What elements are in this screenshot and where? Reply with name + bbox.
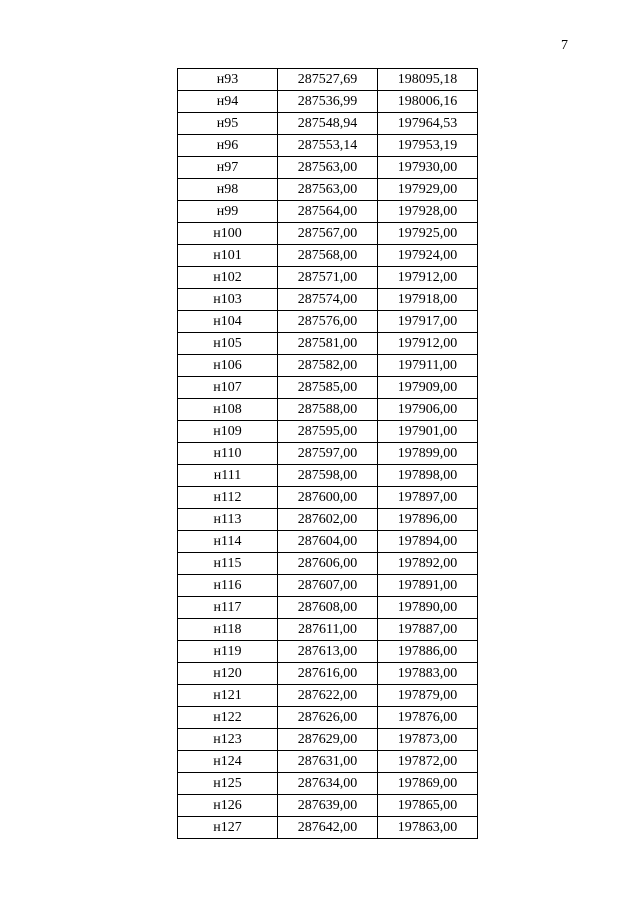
- table-row: [178, 289, 478, 311]
- x-coordinate-cell: 287564,00: [278, 201, 378, 223]
- point-id-cell: н110: [178, 443, 278, 465]
- y-coordinate-cell: 197896,00: [378, 509, 478, 531]
- table-row: [178, 707, 478, 729]
- x-coordinate-cell: 287585,00: [278, 377, 378, 399]
- table-row: [178, 773, 478, 795]
- x-coordinate-cell: 287597,00: [278, 443, 378, 465]
- y-coordinate-cell: 197863,00: [378, 817, 478, 839]
- coordinates-table: [177, 68, 478, 839]
- table-row: [178, 817, 478, 839]
- x-coordinate-cell: 287616,00: [278, 663, 378, 685]
- point-id-cell: н117: [178, 597, 278, 619]
- point-id-cell: н123: [178, 729, 278, 751]
- y-coordinate-cell: 197930,00: [378, 157, 478, 179]
- point-id-cell: н101: [178, 245, 278, 267]
- point-id-cell: н100: [178, 223, 278, 245]
- x-coordinate-cell: 287571,00: [278, 267, 378, 289]
- table-row: [178, 487, 478, 509]
- table-row: [178, 663, 478, 685]
- x-coordinate-cell: 287567,00: [278, 223, 378, 245]
- table-row: [178, 135, 478, 157]
- y-coordinate-cell: 197876,00: [378, 707, 478, 729]
- table-row: [178, 443, 478, 465]
- point-id-cell: н96: [178, 135, 278, 157]
- table-row: [178, 553, 478, 575]
- y-coordinate-cell: 197924,00: [378, 245, 478, 267]
- y-coordinate-cell: 197964,53: [378, 113, 478, 135]
- x-coordinate-cell: 287629,00: [278, 729, 378, 751]
- table-row: [178, 267, 478, 289]
- table-row: [178, 69, 478, 91]
- point-id-cell: н114: [178, 531, 278, 553]
- coordinates-table-body: [178, 69, 478, 839]
- x-coordinate-cell: 287548,94: [278, 113, 378, 135]
- table-row: [178, 245, 478, 267]
- table-row: [178, 685, 478, 707]
- y-coordinate-cell: 197901,00: [378, 421, 478, 443]
- table-row: [178, 179, 478, 201]
- x-coordinate-cell: 287639,00: [278, 795, 378, 817]
- y-coordinate-cell: 197894,00: [378, 531, 478, 553]
- point-id-cell: н119: [178, 641, 278, 663]
- y-coordinate-cell: 197879,00: [378, 685, 478, 707]
- y-coordinate-cell: 198006,16: [378, 91, 478, 113]
- point-id-cell: н125: [178, 773, 278, 795]
- point-id-cell: н126: [178, 795, 278, 817]
- x-coordinate-cell: 287582,00: [278, 355, 378, 377]
- y-coordinate-cell: 197890,00: [378, 597, 478, 619]
- point-id-cell: н112: [178, 487, 278, 509]
- x-coordinate-cell: 287626,00: [278, 707, 378, 729]
- x-coordinate-cell: 287595,00: [278, 421, 378, 443]
- point-id-cell: н115: [178, 553, 278, 575]
- point-id-cell: н124: [178, 751, 278, 773]
- x-coordinate-cell: 287588,00: [278, 399, 378, 421]
- y-coordinate-cell: 197883,00: [378, 663, 478, 685]
- x-coordinate-cell: 287527,69: [278, 69, 378, 91]
- table-row: [178, 157, 478, 179]
- y-coordinate-cell: 197909,00: [378, 377, 478, 399]
- point-id-cell: н127: [178, 817, 278, 839]
- table-row: [178, 619, 478, 641]
- x-coordinate-cell: 287600,00: [278, 487, 378, 509]
- point-id-cell: н104: [178, 311, 278, 333]
- y-coordinate-cell: 197891,00: [378, 575, 478, 597]
- table-row: [178, 465, 478, 487]
- table-row: [178, 201, 478, 223]
- point-id-cell: н105: [178, 333, 278, 355]
- y-coordinate-cell: 197911,00: [378, 355, 478, 377]
- x-coordinate-cell: 287576,00: [278, 311, 378, 333]
- table-row: [178, 509, 478, 531]
- table-row: [178, 641, 478, 663]
- y-coordinate-cell: 197887,00: [378, 619, 478, 641]
- x-coordinate-cell: 287568,00: [278, 245, 378, 267]
- y-coordinate-cell: 197906,00: [378, 399, 478, 421]
- x-coordinate-cell: 287611,00: [278, 619, 378, 641]
- table-row: [178, 751, 478, 773]
- x-coordinate-cell: 287574,00: [278, 289, 378, 311]
- point-id-cell: н116: [178, 575, 278, 597]
- x-coordinate-cell: 287634,00: [278, 773, 378, 795]
- y-coordinate-cell: 197872,00: [378, 751, 478, 773]
- point-id-cell: н98: [178, 179, 278, 201]
- point-id-cell: н106: [178, 355, 278, 377]
- point-id-cell: н93: [178, 69, 278, 91]
- page-number: 7: [561, 38, 568, 53]
- y-coordinate-cell: 197873,00: [378, 729, 478, 751]
- y-coordinate-cell: 197886,00: [378, 641, 478, 663]
- x-coordinate-cell: 287607,00: [278, 575, 378, 597]
- point-id-cell: н103: [178, 289, 278, 311]
- x-coordinate-cell: 287581,00: [278, 333, 378, 355]
- y-coordinate-cell: 197912,00: [378, 267, 478, 289]
- y-coordinate-cell: 197918,00: [378, 289, 478, 311]
- table-row: [178, 795, 478, 817]
- y-coordinate-cell: 198095,18: [378, 69, 478, 91]
- y-coordinate-cell: 197869,00: [378, 773, 478, 795]
- table-row: [178, 531, 478, 553]
- x-coordinate-cell: 287631,00: [278, 751, 378, 773]
- point-id-cell: н109: [178, 421, 278, 443]
- point-id-cell: н113: [178, 509, 278, 531]
- point-id-cell: н122: [178, 707, 278, 729]
- table-row: [178, 223, 478, 245]
- table-row: [178, 399, 478, 421]
- point-id-cell: н111: [178, 465, 278, 487]
- point-id-cell: н120: [178, 663, 278, 685]
- table-row: [178, 421, 478, 443]
- x-coordinate-cell: 287622,00: [278, 685, 378, 707]
- table-row: [178, 113, 478, 135]
- point-id-cell: н97: [178, 157, 278, 179]
- table-row: [178, 597, 478, 619]
- x-coordinate-cell: 287553,14: [278, 135, 378, 157]
- x-coordinate-cell: 287606,00: [278, 553, 378, 575]
- x-coordinate-cell: 287608,00: [278, 597, 378, 619]
- x-coordinate-cell: 287563,00: [278, 157, 378, 179]
- point-id-cell: н107: [178, 377, 278, 399]
- y-coordinate-cell: 197892,00: [378, 553, 478, 575]
- table-row: [178, 91, 478, 113]
- x-coordinate-cell: 287604,00: [278, 531, 378, 553]
- x-coordinate-cell: 287563,00: [278, 179, 378, 201]
- x-coordinate-cell: 287613,00: [278, 641, 378, 663]
- point-id-cell: н108: [178, 399, 278, 421]
- y-coordinate-cell: 197925,00: [378, 223, 478, 245]
- point-id-cell: н99: [178, 201, 278, 223]
- point-id-cell: н121: [178, 685, 278, 707]
- x-coordinate-cell: 287642,00: [278, 817, 378, 839]
- table-row: [178, 355, 478, 377]
- y-coordinate-cell: 197897,00: [378, 487, 478, 509]
- table-row: [178, 729, 478, 751]
- x-coordinate-cell: 287602,00: [278, 509, 378, 531]
- y-coordinate-cell: 197898,00: [378, 465, 478, 487]
- table-row: [178, 377, 478, 399]
- table-row: [178, 311, 478, 333]
- y-coordinate-cell: 197953,19: [378, 135, 478, 157]
- point-id-cell: н95: [178, 113, 278, 135]
- y-coordinate-cell: 197917,00: [378, 311, 478, 333]
- y-coordinate-cell: 197928,00: [378, 201, 478, 223]
- table-row: [178, 333, 478, 355]
- point-id-cell: н102: [178, 267, 278, 289]
- y-coordinate-cell: 197912,00: [378, 333, 478, 355]
- y-coordinate-cell: 197865,00: [378, 795, 478, 817]
- point-id-cell: н94: [178, 91, 278, 113]
- x-coordinate-cell: 287598,00: [278, 465, 378, 487]
- y-coordinate-cell: 197899,00: [378, 443, 478, 465]
- point-id-cell: н118: [178, 619, 278, 641]
- x-coordinate-cell: 287536,99: [278, 91, 378, 113]
- y-coordinate-cell: 197929,00: [378, 179, 478, 201]
- table-row: [178, 575, 478, 597]
